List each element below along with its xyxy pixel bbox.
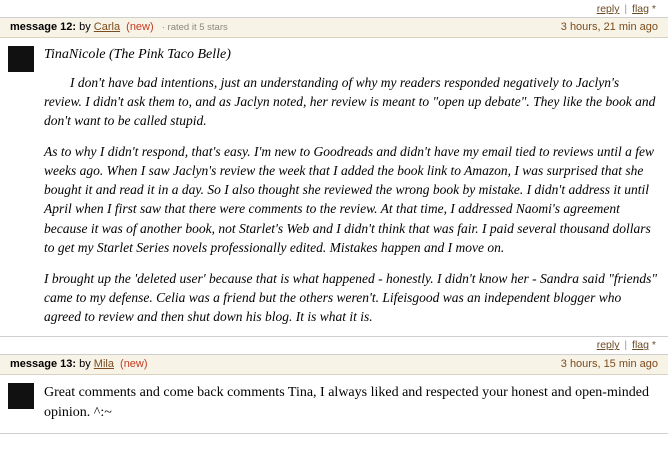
message-13-body — [0, 375, 668, 432]
flag-star-icon[interactable]: * — [651, 339, 656, 352]
message-12-new-badge: (new) — [126, 21, 154, 33]
message-13-meta — [10, 358, 148, 370]
avatar[interactable] — [8, 46, 34, 72]
message-12 — [0, 17, 668, 337]
message-12-content — [44, 46, 658, 326]
message-12-actions — [0, 337, 668, 354]
message-12-number: message 12: — [10, 21, 77, 33]
message-12-body — [0, 38, 668, 336]
message-13-paragraph-1: Great comments and come back comments Tina, I always liked and respected your honest and open-minded opinion. ^:~ — [44, 385, 649, 420]
message-13-by-label: by — [79, 358, 91, 371]
message-13 — [0, 354, 668, 433]
flag-link[interactable]: flag — [632, 339, 649, 352]
reply-link[interactable]: reply — [596, 3, 620, 15]
message-12-timestamp: 3 hours, 21 min ago — [560, 21, 658, 33]
message-12-header — [0, 18, 668, 38]
flag-link[interactable]: flag — [632, 3, 649, 15]
action-separator: | — [624, 3, 628, 15]
message-12-author-link[interactable]: Carla — [93, 21, 121, 33]
message-12-rating: · rated it 5 stars — [161, 22, 228, 33]
avatar[interactable] — [8, 383, 34, 409]
reply-link[interactable]: reply — [596, 339, 620, 352]
message-13-header — [0, 355, 668, 375]
message-12-by-label: by — [79, 21, 91, 33]
action-separator: | — [624, 339, 628, 352]
flag-star-icon[interactable]: * — [651, 3, 656, 15]
message-13-content — [44, 383, 658, 422]
top-message-actions — [0, 0, 668, 17]
message-12-paragraph-1: I don't have bad intentions, just an understanding of why my readers responded negatively to Jaclyn's review. I didn't ask them to, and as Jaclyn noted, her review is meant to "open up debate". They like the book and don't want to be called stupid. — [44, 74, 656, 128]
message-13-timestamp: 3 hours, 15 min ago — [560, 358, 658, 371]
message-13-number: message 13: — [10, 358, 77, 371]
message-12-paragraph-3: I brought up the 'deleted user' because that is what happened - honestly. I didn't know her - Sandra said "friends" came to my defense. Celia was a friend but the others weren't. Lifeisgood was an independent blogger who agreed to review and then shut down his blog. It is what it is. — [44, 270, 658, 325]
message-12-signature: TinaNicole (The Pink Taco Belle) — [44, 47, 231, 62]
message-13-new-badge: (new) — [120, 358, 148, 371]
message-13-author-link[interactable]: Mila — [93, 358, 114, 371]
message-12-meta — [10, 21, 228, 33]
message-12-paragraph-2: As to why I didn't respond, that's easy. I'm new to Goodreads and didn't have my email tied to reviews until a few weeks ago. When I saw Jaclyn's review the week that I added the book link to Amazon, I was surprised that she bought it and read it in a day. So I also thought she reviewed the wrong book by mistake. I didn't address it until April when I first saw that there were comments to the review. At that time, I addressed Naomi's agreement because it was of another book, not Starlet's Web and I didn't think that was fair. I paid several thousand dollars to get my Starlet Series novels professionally edited. Mistakes happen and I move on. — [44, 143, 654, 255]
